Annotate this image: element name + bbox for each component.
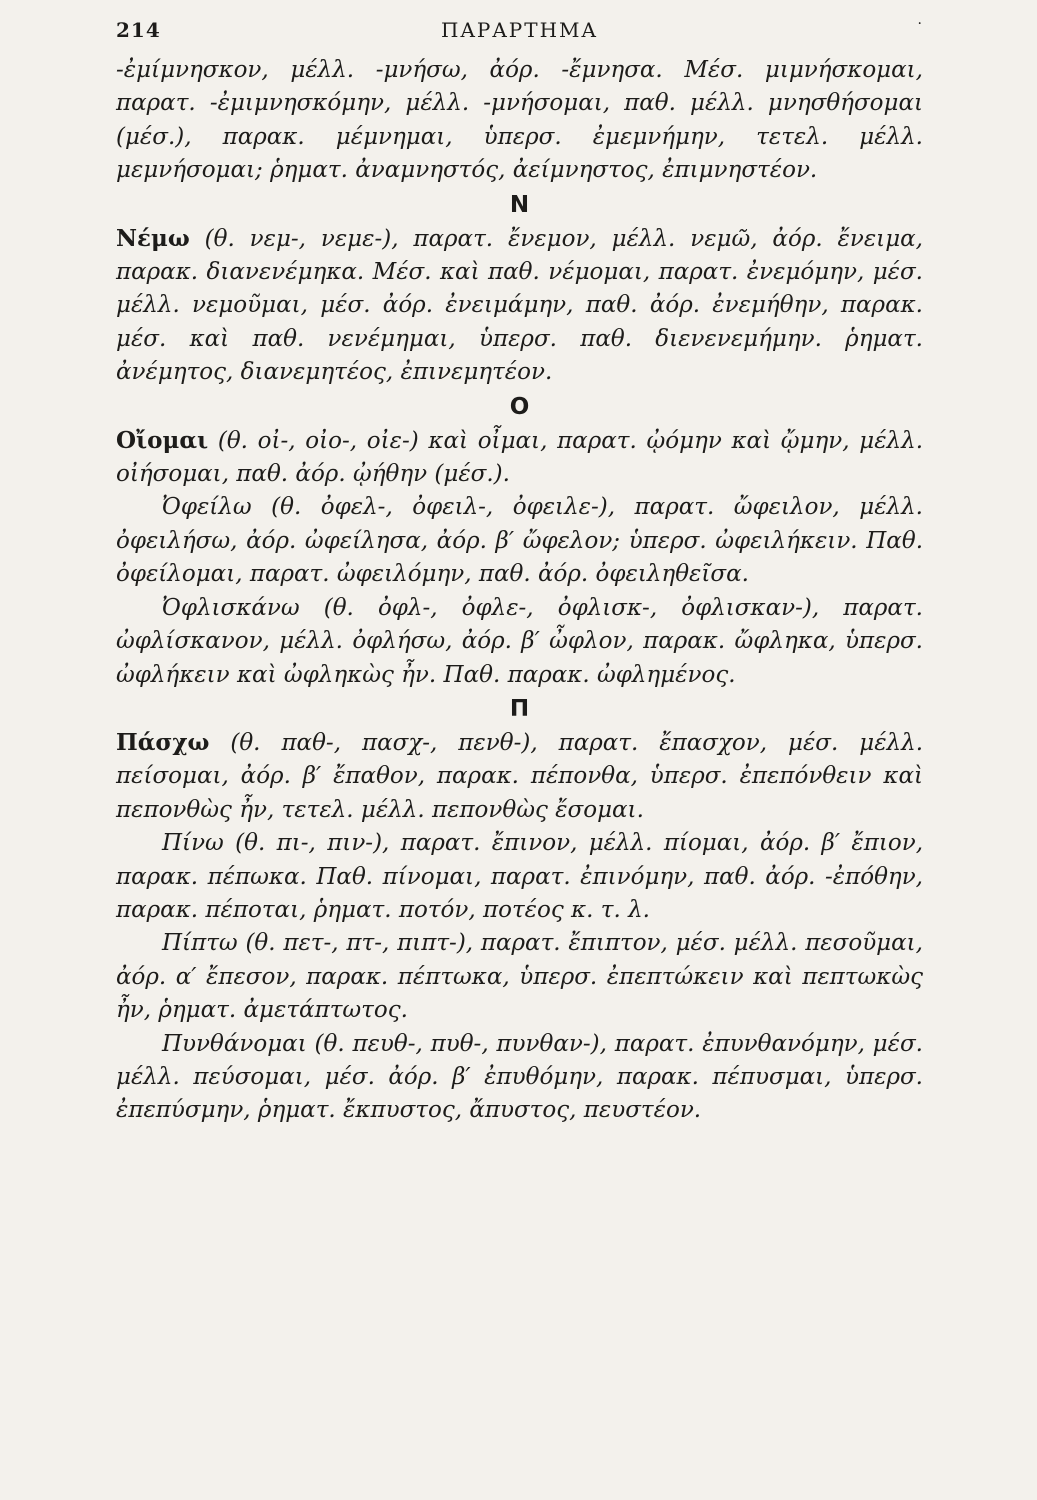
entry-lemma: Ὀφλισκάνω — [162, 594, 300, 621]
entry-lemma: Πάσχω — [116, 728, 210, 756]
entry-text: (θ. παθ-, πασχ-, πενθ-), παρατ. ἔπασχον, μέσ. μέλλ. πείσομαι, ἀόρ. β′ ἔπαθον, παρακ. πέπονθα, ὑπερσ. ἐπεπόνθειν καὶ πεπονθὼς ἦν, τετελ. μέλλ. πεπονθὼς ἔσομαι. — [116, 729, 923, 823]
entry-text: (θ. νεμ-, νεμε-), παρατ. ἔνεμον, μέλλ. νεμῶ, ἀόρ. ἔνειμα, παρακ. διανενέμηκα. Μέσ. καὶ παθ. νέμομαι, παρατ. ἐνεμόμην, μέσ. μέλλ. νεμοῦμαι, μέσ. ἀόρ. ἐνειμάμην, παθ. ἀόρ. ἐνεμήθην, παρακ. μέσ. καὶ παθ. νενέμημαι, ὑπερσ. παθ. διενενεμήμην. ῥηματ. ἀνέμητος, διανεμητέος, ἐπινεμητέον. — [116, 225, 923, 386]
entry-pipto — [116, 927, 923, 1027]
letter-heading-n: N — [509, 191, 530, 218]
running-head — [116, 14, 923, 54]
entry-lemma: Πυνθάνομαι — [162, 1030, 307, 1057]
entry-lemma: Ὀφείλω — [162, 494, 252, 521]
entry-text: (θ. πευθ-, πυθ-, πυνθαν-), παρατ. ἐπυνθανόμην, μέσ. μέλλ. πεύσομαι, μέσ. ἀόρ. β′ ἐπυθόμην, παρακ. πέπυσμαι, ὑπερσ. ἐπεπύσμην, ῥηματ. ἔκπυστος, ἄπυστος, πευστέον. — [116, 1030, 923, 1124]
entry-text: (θ. ὀφελ-, ὀφειλ-, ὀφειλε-), παρατ. ὤφειλον, μέλλ. ὀφειλήσω, ἀόρ. ὠφείλησα, ἀόρ. β′ ὤφελον; ὑπερσ. ὠφειλήκειν. Παθ. ὀφείλομαι, παρατ. ὠφειλόμην, παθ. ἀόρ. ὀφειληθεῖσα. — [116, 494, 923, 588]
entry-ofeilo — [116, 491, 923, 591]
entry-continuation — [116, 54, 923, 188]
entry-lemma: Πίπτω — [162, 930, 238, 957]
page-number: 214 — [116, 18, 161, 42]
entry-text: (θ. πι-, πιν-), παρατ. ἔπινον, μέλλ. πίομαι, ἀόρ. β′ ἔπιον, παρακ. πέπωκα. Παθ. πίνομαι, παρατ. ἐπινόμην, παθ. ἀόρ. -ἐπόθην, παρακ. πέποται, ῥηματ. ποτόν, ποτέος κ. τ. λ. — [116, 830, 923, 923]
letter-heading-o: O — [509, 393, 530, 420]
entry-lemma: Πίνω — [162, 830, 224, 857]
header-dot: · — [917, 16, 923, 32]
entry-pynthanomai — [116, 1028, 923, 1128]
entry-text: (θ. πετ-, πτ-, πιπτ-), παρατ. ἔπιπτον, μέσ. μέλλ. πεσοῦμαι, ἀόρ. α′ ἔπεσον, παρακ. πέπτωκα, ὑπερσ. ἐπεπτώκειν καὶ πεπτωκὼς ἦν, ῥηματ. ἀμετάπτωτος. — [116, 930, 923, 1024]
entry-text: (θ. οἰ-, οἰο-, οἰε-) καὶ οἶμαι, παρατ. ᾠόμην καὶ ᾤμην, μέλλ. οἰήσομαι, παθ. ἀόρ. ᾠήθην (μέσ.). — [116, 427, 923, 488]
entry-text: -ἐμίμνησκον, μέλλ. -μνήσω, ἀόρ. -ἔμνησα. Μέσ. μιμνήσκομαι, παρατ. -ἐμιμνησκόμην, μέλλ. -μνήσομαι, παθ. μέλλ. μνησθήσομαι (μέσ.), παρακ. μέμνημαι, ὑπερσ. ἐμεμνήμην, τετελ. μέλλ. μεμνήσομαι; ῥηματ. ἀναμνηστός, ἀείμνηστος, ἐπιμνηστέον. — [116, 57, 923, 184]
entry-lemma: Νέμω — [116, 224, 190, 252]
entry-text: (θ. ὀφλ-, ὀφλε-, ὀφλισκ-, ὀφλισκαν-), παρατ. ὠφλίσκανον, μέλλ. ὀφλήσω, ἀόρ. β′ ὦφλον, παρακ. ὤφληκα, ὑπερσ. ὠφλήκειν καὶ ὠφληκὼς ἦν. Παθ. παρακ. ὠφλημένος. — [116, 594, 923, 688]
entry-lemma: Οἴομαι — [116, 426, 209, 454]
entry-oiomai — [116, 424, 923, 492]
body-text — [116, 54, 923, 1128]
letter-heading-p: Π — [509, 695, 530, 722]
section-title: ΠΑΡΑΡΤΗΜΑ — [441, 18, 598, 42]
entry-nemo — [116, 222, 923, 390]
entry-pino — [116, 827, 923, 927]
entry-pascho — [116, 726, 923, 827]
entry-oflisk — [116, 592, 923, 692]
